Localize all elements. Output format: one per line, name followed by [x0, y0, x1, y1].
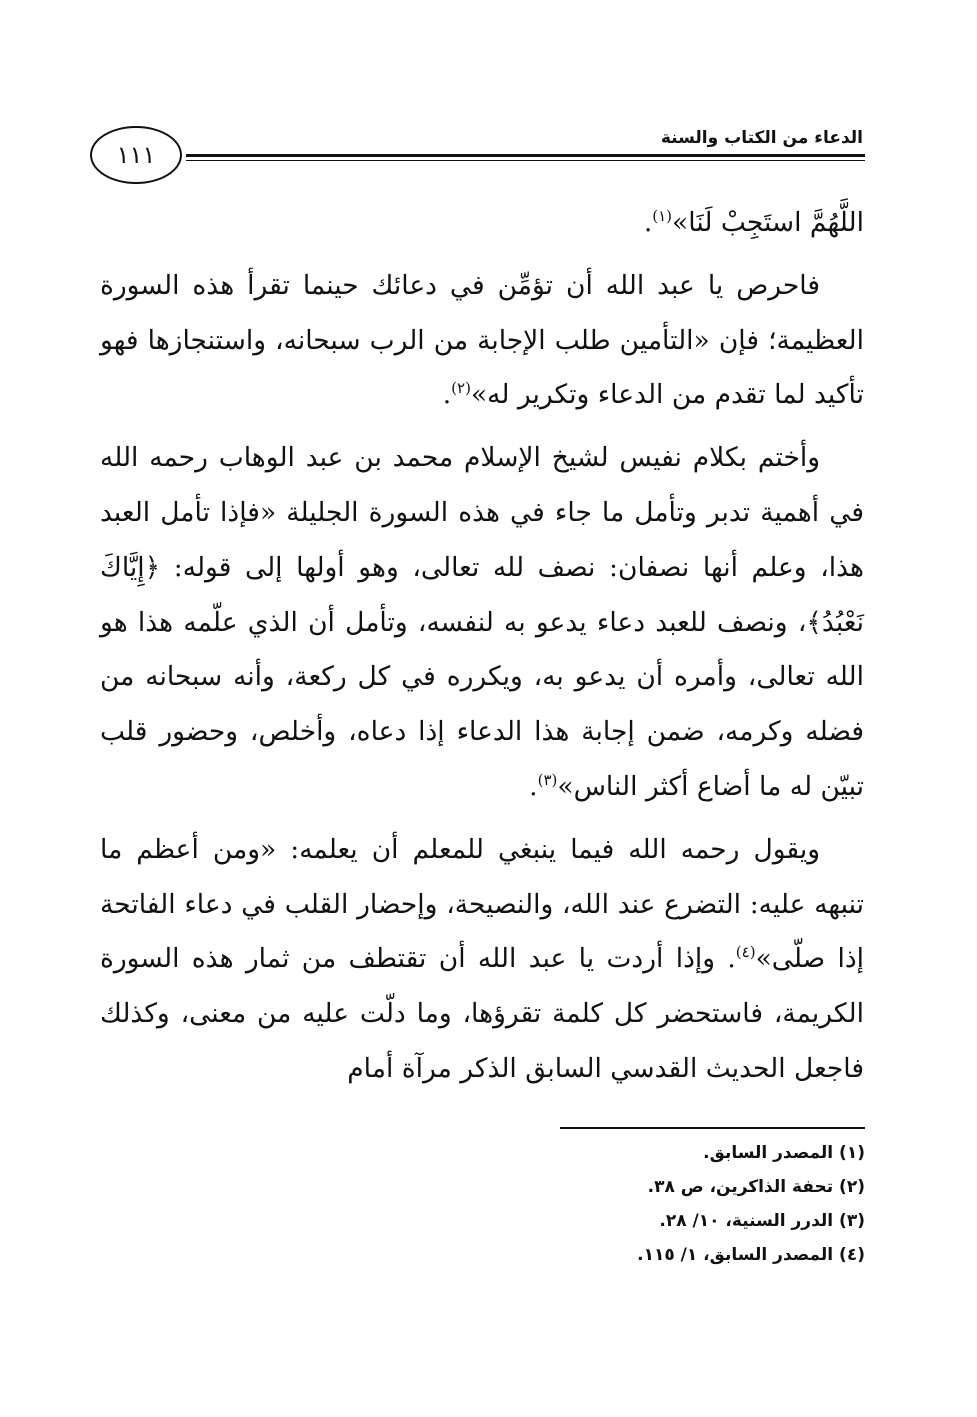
paragraph-tail: . — [643, 207, 653, 238]
page-header — [90, 118, 875, 198]
footnote-item — [365, 1136, 865, 1170]
page-number: ١١١ — [90, 126, 182, 184]
footnote-text: المصدر السابق، ١/ ١١٥. — [637, 1245, 834, 1265]
footnote-text: تحفة الذاكرين، ص ٣٨. — [647, 1177, 834, 1197]
paragraph-text: اللَّهُمَّ استَجِبْ لَنَا» — [672, 207, 864, 238]
paragraph-text: ويقول رحمه الله فيما ينبغي للمعلم أن يعلمه: «ومن أعظم ما تنبهه عليه: التضرع عند الله، والنصيحة، وإحضار القلب في دعاء الفاتحة إذا صلّى» — [100, 833, 864, 975]
footnote-number: (٢) — [839, 1177, 865, 1197]
footnote-number: (٤) — [839, 1245, 865, 1265]
header-rule-thin — [186, 160, 865, 161]
paragraph-tail: . وإذا أردت يا عبد الله أن تقتطف من ثمار هذه السورة الكريمة، فاستحضر كل كلمة تقرؤها، وما دلّت عليه من معنى، وكذلك فاجعل الحديث القدسي السابق الذكر مرآة أمام — [100, 943, 864, 1084]
paragraph-3 — [100, 431, 864, 815]
footnote-ref[interactable]: (٢) — [451, 379, 471, 398]
footnotes — [365, 1136, 865, 1272]
paragraph-text: فاحرص يا عبد الله أن تؤمِّن في دعائك حينما تقرأ هذه السورة العظيمة؛ فإن «التأمين طلب الإجابة من الرب سبحانه، واستنجازها فهو تأكيد لما تقدم من الدعاء وتكرير له» — [100, 269, 864, 411]
footnote-ref[interactable]: (٤) — [735, 943, 756, 962]
footnote-text: الدرر السنية، ١٠/ ٢٨. — [659, 1211, 834, 1231]
footnote-text: المصدر السابق. — [703, 1143, 834, 1163]
footnote-number: (٣) — [839, 1211, 865, 1231]
footnote-separator — [560, 1127, 865, 1129]
running-title: الدعاء من الكتاب والسنة — [660, 128, 863, 148]
paragraph-2 — [100, 259, 864, 423]
paragraph-tail: . — [529, 770, 538, 802]
footnote-number: (١) — [839, 1143, 865, 1163]
footnote-item — [365, 1238, 865, 1272]
footnote-ref[interactable]: (٣) — [537, 771, 558, 790]
footnote-ref[interactable]: (١) — [652, 207, 673, 226]
paragraph-tail: . — [442, 379, 452, 411]
paragraph-4 — [100, 823, 864, 1097]
paragraph-1 — [100, 196, 864, 251]
paragraph-text: وأختم بكلام نفيس لشيخ الإسلام محمد بن عبد الوهاب رحمه الله في أهمية تدبر وتأمل ما جاء في هذه السورة الجليلة «فإذا تأمل العبد هذا، وعلم أنها نصفان: نصف لله تعالى، وهو أولها إلى قوله: ﴿إِيَّاكَ نَعْبُدُ﴾، ونصف للعبد دعاء يدعو به لنفسه، وتأمل أن الذي علّمه هذا هو الله تعالى، وأمره أن يدعو به، ويكرره في كل ركعة، وأنه سبحانه من فضله وكرمه، ضمن إجابة هذا الدعاء إذا دعاه، وأخلص، وحضور قلب تبيّن له ما أضاع أكثر الناس» — [100, 442, 864, 802]
main-text — [100, 196, 864, 1105]
header-rule-thick — [186, 154, 865, 157]
footnote-item — [365, 1170, 865, 1204]
footnote-item — [365, 1204, 865, 1238]
